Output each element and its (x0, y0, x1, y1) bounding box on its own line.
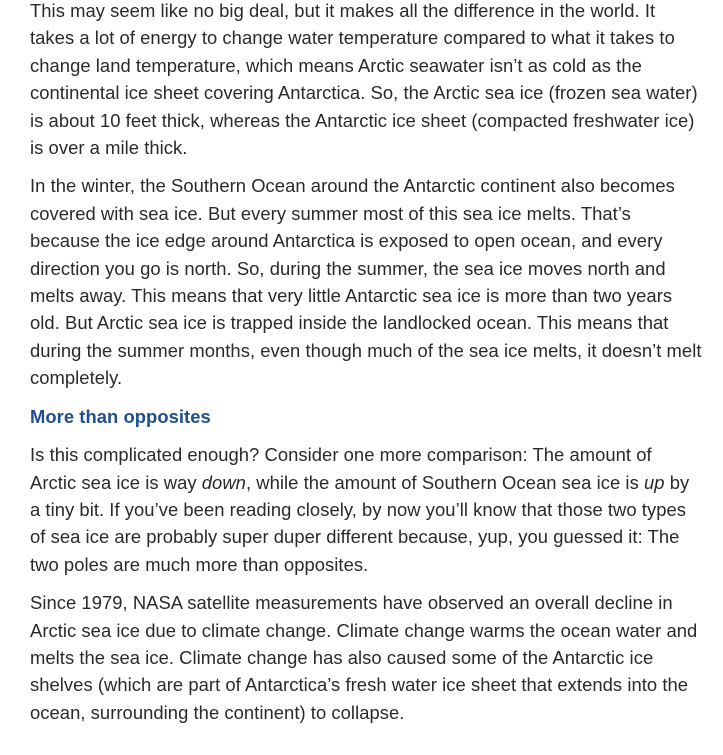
paragraph-nasa-measurements: Since 1979, NASA satellite measurements have observed an overall decline in Arctic sea ice due to climate change. Climate change warms the ocean water and melts the sea ice. Climate change has also caused some of the Antarctic ice shelves (which are part of Antarctica’s fresh water ice sheet that extends into the ocean, surrounding the continent) to collapse. (30, 592, 698, 723)
section-heading: More than opposites (30, 405, 211, 427)
paragraph-southern-ocean: In the winter, the Southern Ocean around the Antarctic continent also becomes covered with sea ice. But every summer most of this sea ice melts. That’s because the ice edge around Antarctica is exposed to open ocean, and every direction you go is north. So, during the summer, the sea ice moves north and melts away. This means that very little Antarctic sea ice is more than two years old. But Arctic sea ice is trapped inside the landlocked ocean. This means that during the summer months, even though much of the sea ice melts, it doesn’t melt completely. (30, 175, 702, 389)
paragraph-comparison-text-1: Is this complicated enough? Consider one more comparison: The amount of Arctic sea ice is way (30, 444, 652, 493)
article-body (30, 0, 702, 737)
paragraph-water-temperature: This may seem like no big deal, but it makes all the difference in the world. It takes a lot of energy to change water temperature compared to what it takes to change land temperature, which means Arctic seawater isn’t as cold as the continental ice sheet covering Antarctica. So, the Arctic sea ice (frozen sea water) is about 10 feet thick, whereas the Antarctic ice sheet (compacted freshwater ice) is over a mile thick. (30, 0, 698, 159)
emphasis-down: down (201, 471, 246, 493)
paragraph-comparison (30, 441, 702, 578)
paragraph-comparison-text-3: by a tiny bit. If you’ve been reading closely, by now you’ll know that those two types of sea ice are probably super duper different because, yup, you guessed it: The two poles are much more than opposites. (30, 471, 690, 575)
emphasis-up: up (643, 471, 665, 493)
paragraph-comparison-text-2: , while the amount of Southern Ocean sea ice is (245, 471, 644, 493)
